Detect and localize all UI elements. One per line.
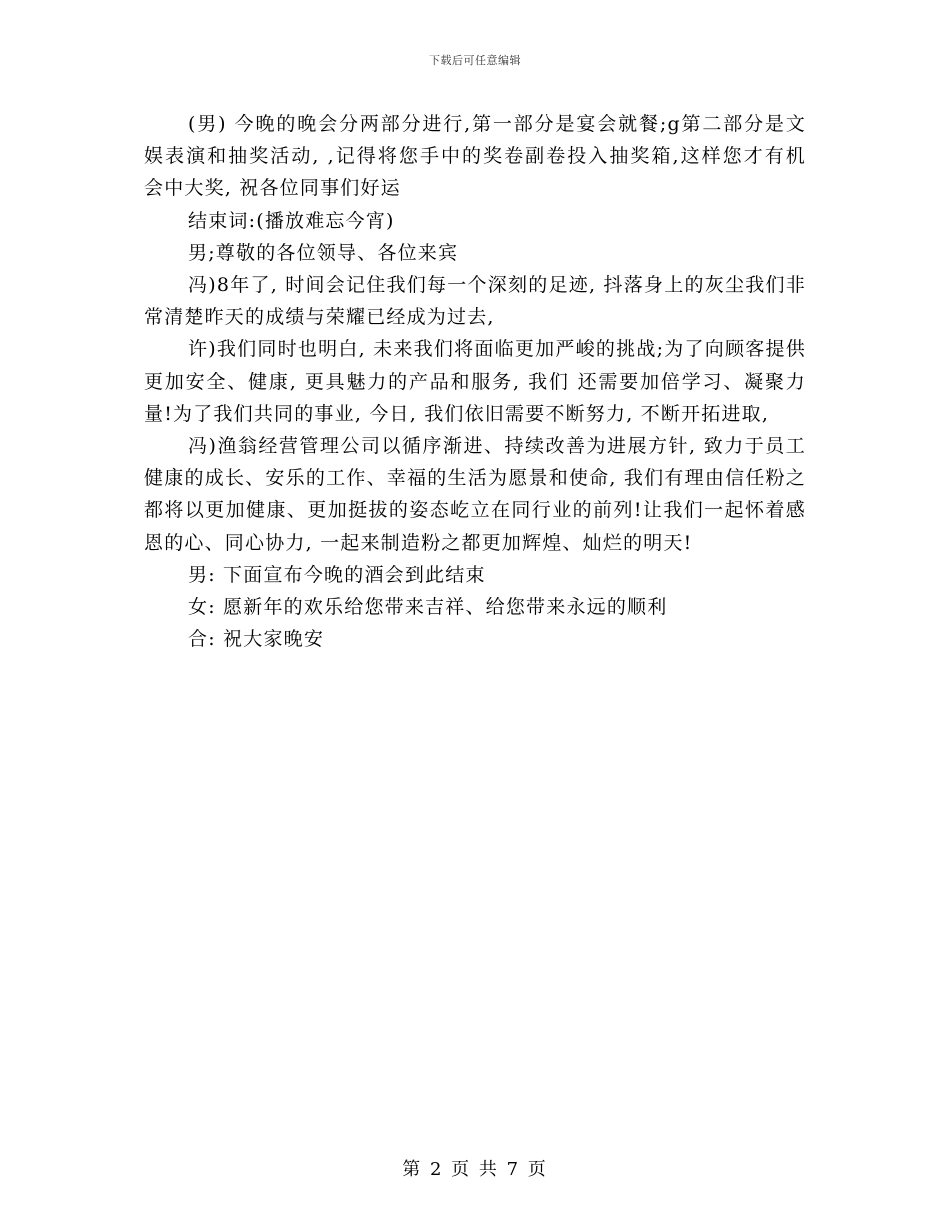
paragraph-closing-title: 结束词:(播放难忘今宵): [188, 209, 395, 232]
paragraph-male-end: 男: 下面宣布今晚的酒会到此结束: [188, 563, 486, 586]
paragraph-feng-2: 冯)渔翁经营管理公司以循序渐进、持续改善为进展方针, 致力于员工健康的成长、安乐的工作、幸福的生活为愿景和使命, 我们有理由信任粉之都将以更加健康、更加挺拔的姿态屹立在同行业的前列!让我们一起怀着感恩的心、同心协力, 一起来制造粉之都更加辉煌、灿烂的明天!: [144, 435, 806, 554]
paragraph-female-wish: 女: 愿新年的欢乐给您带来吉祥、给您带来永远的顺利: [188, 596, 668, 619]
paragraph-feng-1: 冯)8年了, 时间会记住我们每一个深刻的足迹, 抖落身上的灰尘我们非常清楚昨天的成绩与荣耀已经成为过去,: [144, 274, 806, 329]
paragraph-together-goodnight: 合: 祝大家晚安: [188, 628, 325, 651]
page-number-footer: 第 2 页 共 7 页: [402, 1159, 548, 1180]
page-header: 下载后可任意编辑: [429, 54, 521, 67]
document-body: [144, 108, 814, 655]
paragraph-xu: 许)我们同时也明白, 未来我们将面临更加严峻的挑战;为了向顾客提供更加安全、健康, 更具魅力的产品和服务, 我们 还需要加倍学习、凝聚力量!为了我们共同的事业, 今日, 我们依旧需要不断努力, 不断开拓进取,: [144, 338, 806, 425]
paragraph-male-greeting: 男;尊敬的各位领导、各位来宾: [188, 241, 459, 264]
paragraph-party-intro: (男) 今晚的晚会分两部分进行,第一部分是宴会就餐;g第二部分是文娱表演和抽奖活动, ,记得将您手中的奖卷副卷投入抽奖箱,这样您才有机 会中大奖, 祝各位同事们好运: [144, 113, 814, 200]
